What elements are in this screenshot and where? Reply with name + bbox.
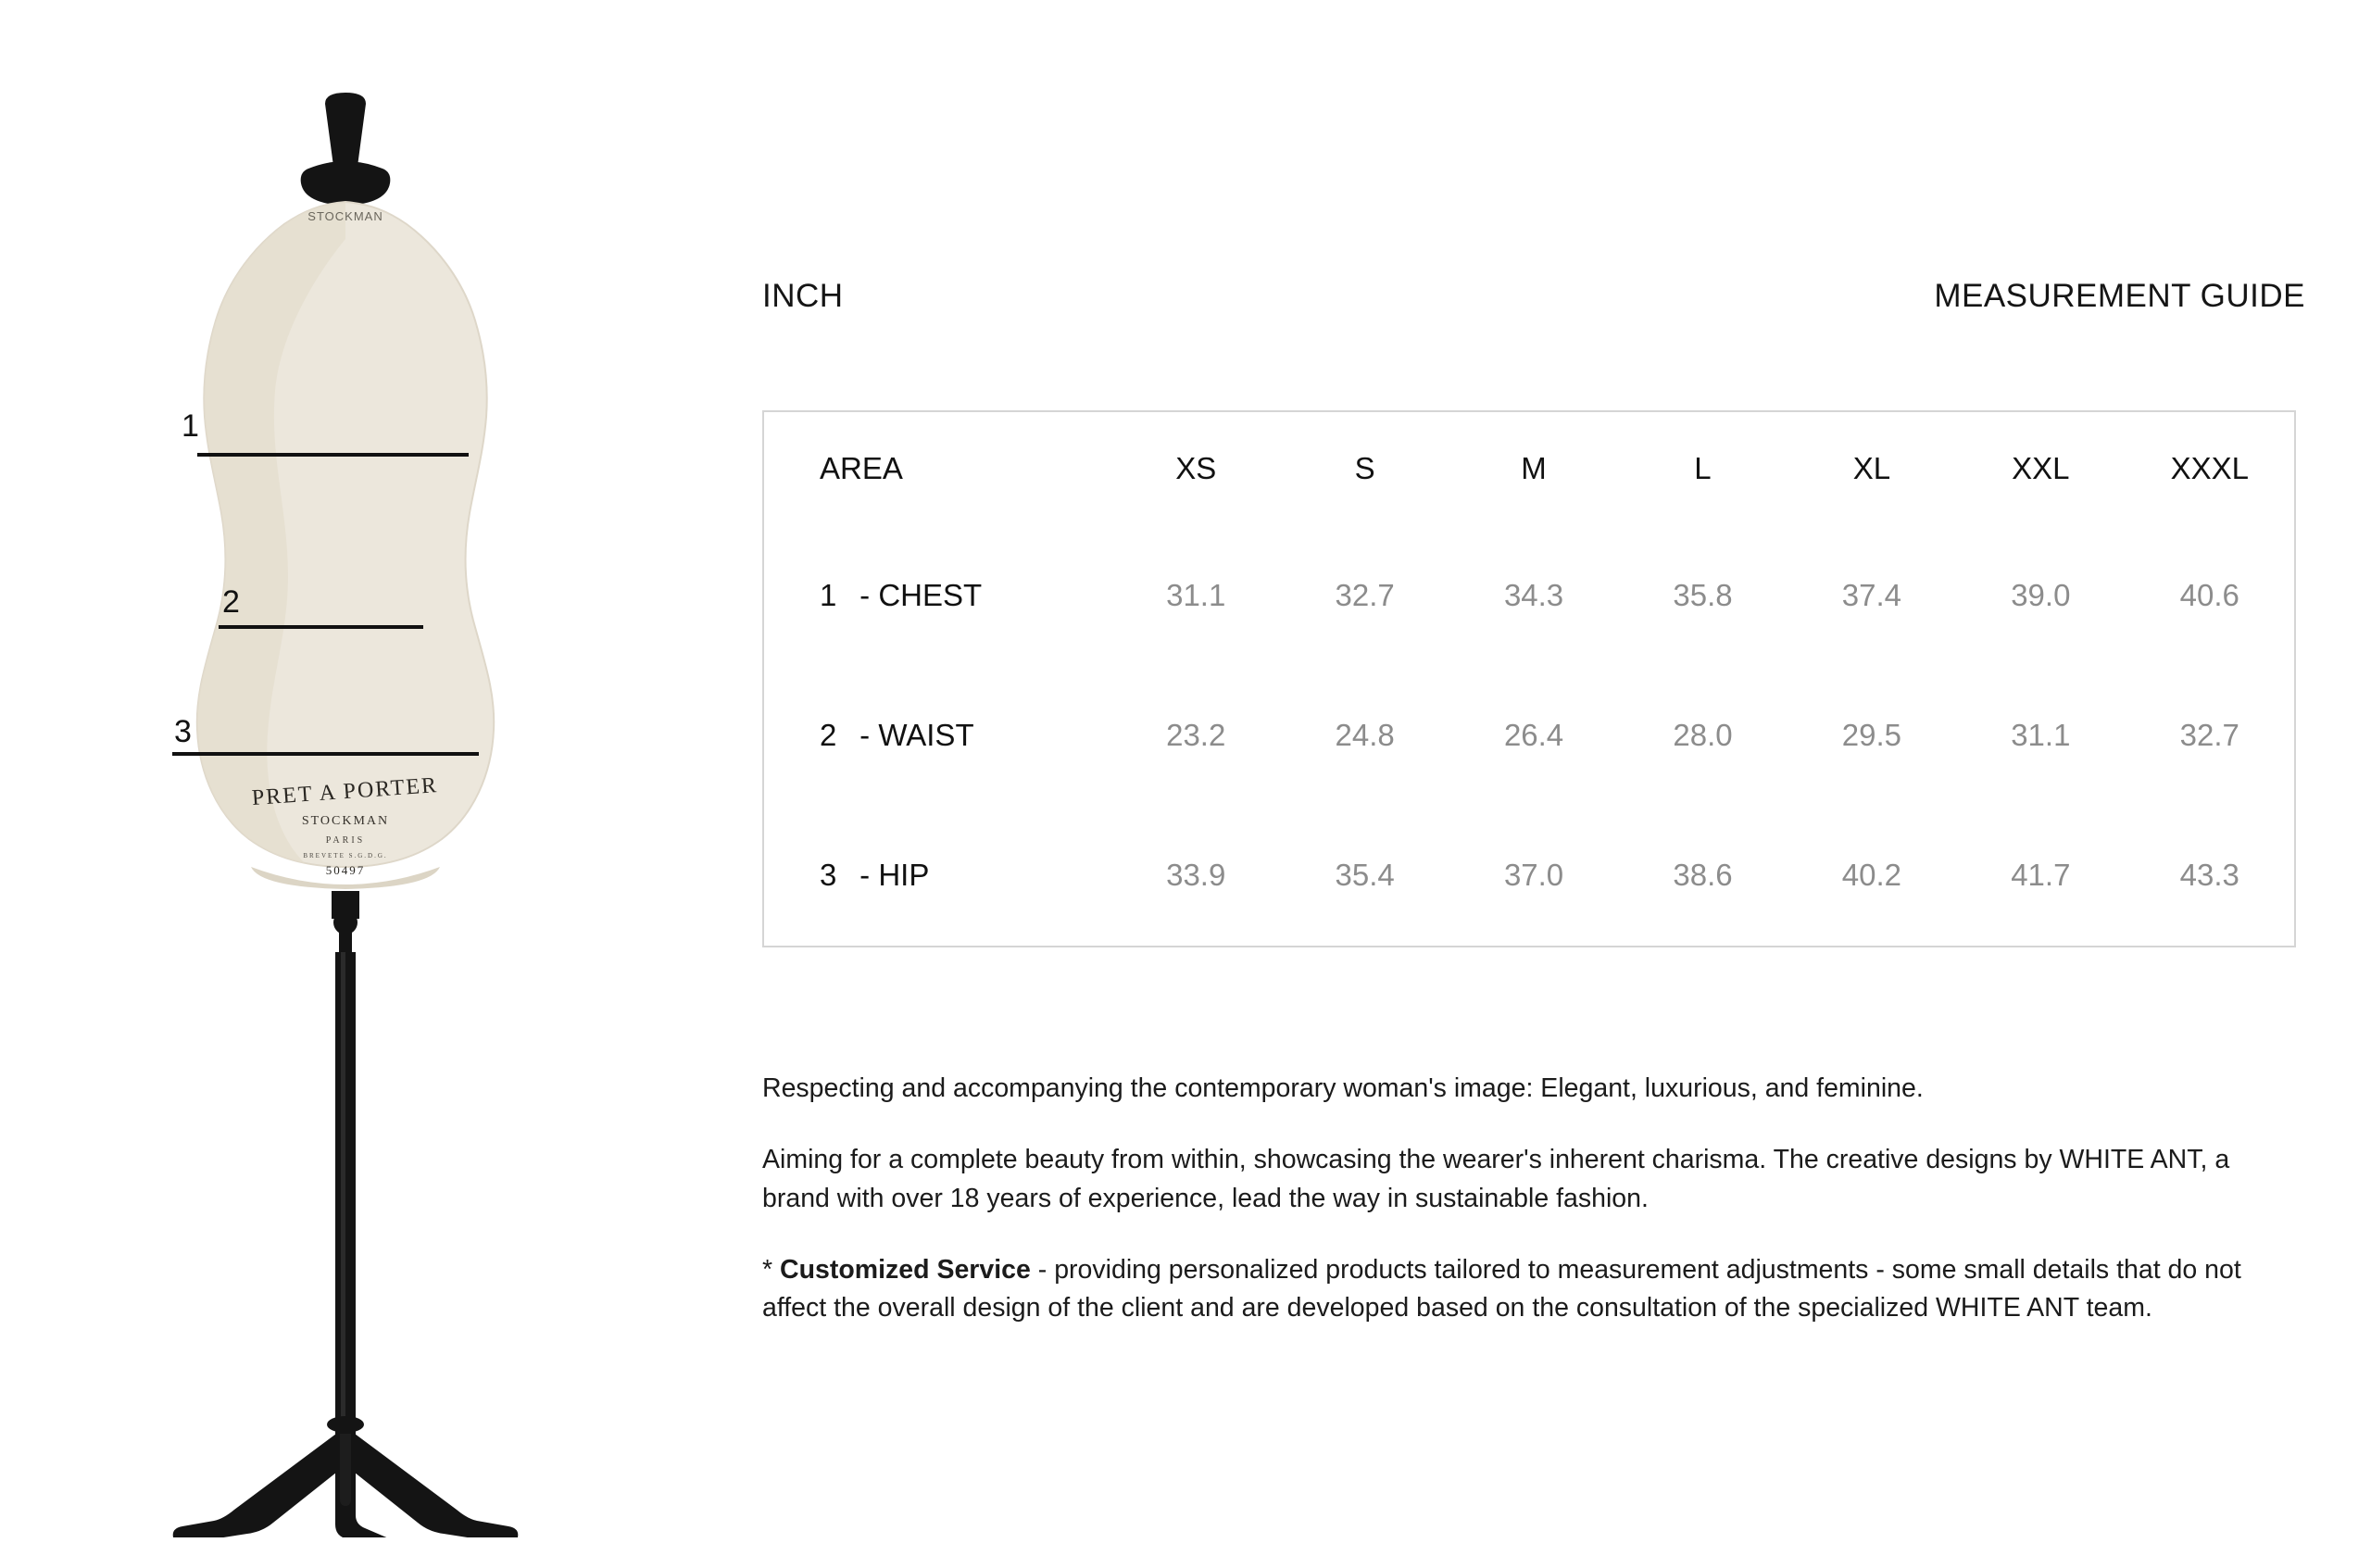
- table-row: [764, 806, 2294, 946]
- row-label-waist: [764, 665, 1111, 805]
- column-header-area: AREA: [820, 451, 903, 485]
- row-name-waist: - WAIST: [859, 717, 974, 752]
- column-header-xs: XS: [1175, 451, 1217, 485]
- column-header-s: S: [1354, 451, 1375, 485]
- column-header-xxxl: XXXL: [2170, 451, 2249, 485]
- svg-text:50497: 50497: [325, 863, 366, 877]
- brand-notes: [762, 1070, 2300, 1328]
- svg-text:BREVETE S.G.D.G.: BREVETE S.G.D.G.: [303, 852, 388, 859]
- note-paragraph-1: Respecting and accompanying the contemporary woman's image: Elegant, luxurious, and feminine.: [762, 1073, 1924, 1103]
- cell-waist-xxl: 31.1: [2011, 717, 2071, 752]
- table-row: [764, 525, 2294, 665]
- cell-hip-xl: 40.2: [1841, 858, 1902, 893]
- page-title: MEASUREMENT GUIDE: [1934, 278, 2305, 314]
- guide-pane: [732, 0, 2371, 1568]
- mannequin-figure: [0, 0, 732, 1568]
- cell-hip-m: 37.0: [1503, 858, 1564, 893]
- marker-label-2: 2: [222, 584, 240, 620]
- row-index-waist: 2: [820, 717, 837, 752]
- cell-chest-xs: 31.1: [1166, 577, 1226, 612]
- cell-hip-l: 38.6: [1673, 858, 1733, 893]
- marker-label-3: 3: [174, 714, 192, 749]
- size-chart-table: [764, 412, 2294, 946]
- cell-waist-l: 28.0: [1673, 717, 1733, 752]
- customized-service-label: Customized Service: [780, 1254, 1031, 1285]
- column-header-xl: XL: [1852, 451, 1891, 485]
- svg-text:PARIS: PARIS: [325, 835, 366, 846]
- svg-text:STOCKMAN: STOCKMAN: [301, 814, 390, 828]
- cell-hip-xxl: 41.7: [2011, 858, 2071, 893]
- svg-text:PRET A PORTER: PRET A PORTER: [251, 773, 439, 811]
- cell-chest-s: 32.7: [1335, 577, 1395, 612]
- cell-waist-xxxl: 32.7: [2179, 717, 2239, 752]
- guide-header: [762, 278, 2305, 315]
- measurement-line-waist: [219, 625, 423, 629]
- cell-chest-xxl: 39.0: [2011, 577, 2071, 612]
- row-index-chest: 1: [820, 577, 837, 612]
- column-header-l: L: [1694, 451, 1712, 485]
- unit-label: INCH: [762, 278, 844, 314]
- cell-hip-s: 35.4: [1335, 858, 1395, 893]
- column-header-xxl: XXL: [2012, 451, 2070, 485]
- mannequin-illustration-svg: [83, 83, 602, 1537]
- row-label-chest: [764, 525, 1111, 665]
- cell-chest-m: 34.3: [1503, 577, 1564, 612]
- row-label-hip: [764, 806, 1111, 946]
- note-paragraph-2: Aiming for a complete beauty from within, showcasing the wearer's inherent charisma. The creative designs by WHITE ANT, a brand with over 18 years of experience, lead the way in sustainable fashion.: [762, 1145, 2230, 1213]
- cell-waist-s: 24.8: [1335, 717, 1395, 752]
- cell-hip-xs: 33.9: [1166, 858, 1226, 893]
- note-asterisk: *: [762, 1254, 781, 1285]
- cell-chest-xxxl: 40.6: [2179, 577, 2239, 612]
- measurement-line-chest: [197, 453, 469, 457]
- table-header-row: [764, 412, 2294, 525]
- row-name-chest: - CHEST: [859, 577, 983, 612]
- size-table-container: [762, 410, 2296, 947]
- cell-hip-xxxl: 43.3: [2179, 858, 2239, 893]
- marker-label-1: 1: [182, 408, 199, 444]
- measurement-line-hip: [172, 752, 479, 756]
- column-header-m: M: [1521, 451, 1547, 485]
- row-index-hip: 3: [820, 858, 837, 893]
- table-row: [764, 665, 2294, 805]
- cell-waist-xs: 23.2: [1166, 717, 1226, 752]
- cell-waist-m: 26.4: [1503, 717, 1564, 752]
- cell-waist-xl: 29.5: [1841, 717, 1902, 752]
- note-paragraph-3: [762, 1251, 2300, 1328]
- cell-chest-l: 35.8: [1673, 577, 1733, 612]
- row-name-hip: - HIP: [859, 858, 930, 893]
- customized-service-text: - providing personalized products tailored to measurement adjustments - some small details that do not affect the overall design of the client and are developed based on the consultation of the specialized WHITE ANT team.: [762, 1254, 2241, 1323]
- cell-chest-xl: 37.4: [1841, 577, 1902, 612]
- svg-text:STOCKMAN: STOCKMAN: [307, 209, 383, 223]
